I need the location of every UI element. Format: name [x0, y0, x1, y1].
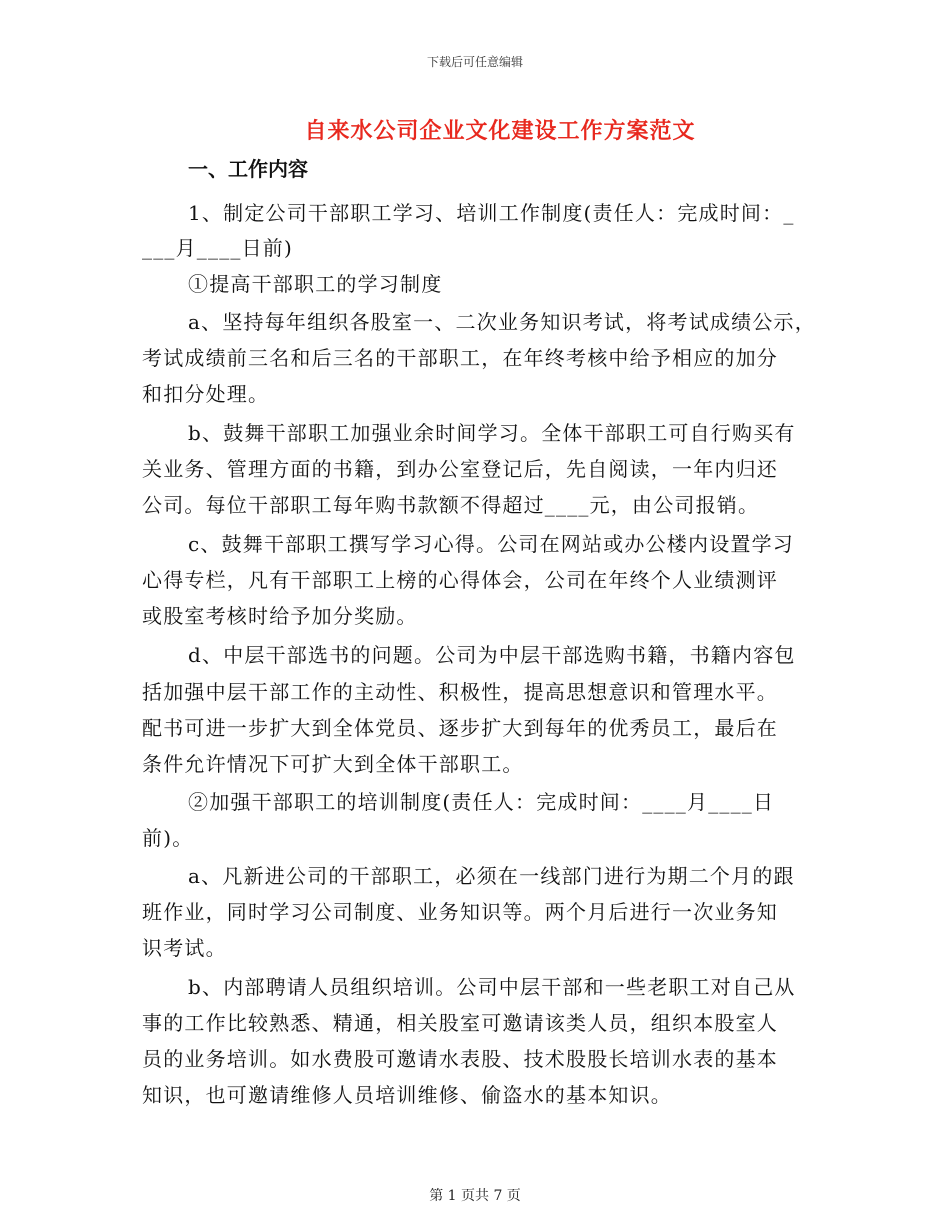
- body-line: 条件允许情况下可扩大到全体干部职工。: [142, 752, 524, 776]
- body-line: 班作业，同时学习公司制度、业务知识等。两个月后进行一次业务知: [142, 900, 778, 924]
- body-line: a、凡新进公司的干部职工，必须在一线部门进行为期二个月的跟: [188, 864, 795, 888]
- body-line: d、中层干部选书的问题。公司为中层干部选购书籍，书籍内容包: [188, 643, 796, 667]
- document-title: 自来水公司企业文化建设工作方案范文: [304, 118, 696, 144]
- body-line: 和扣分处理。: [142, 382, 270, 406]
- body-line: b、内部聘请人员组织培训。公司中层干部和一些老职工对自己从: [188, 975, 796, 999]
- body-line: 配书可进一步扩大到全体党员、逐步扩大到每年的优秀员工，最后在: [142, 716, 778, 740]
- section-heading: 一、工作内容: [188, 157, 308, 181]
- body-line: 识考试。: [142, 936, 227, 960]
- page-footer: 第 1 页共 7 页: [429, 1188, 521, 1204]
- body-line: ___月____日前): [142, 236, 294, 260]
- body-line: 或股室考核时给予加分奖励。: [142, 604, 418, 628]
- body-line: 前)。: [142, 826, 194, 850]
- body-line: 关业务、管理方面的书籍，到办公室登记后，先自阅读，一年内归还: [142, 457, 778, 481]
- body-line: ①提高干部职工的学习制度: [188, 272, 443, 296]
- body-line: 知识，也可邀请维修人员培训维修、偷盗水的基本知识。: [142, 1083, 672, 1107]
- body-line: 事的工作比较熟悉、精通，相关股室可邀请该类人员，组织本股室人: [142, 1011, 778, 1035]
- body-line: 员的业务培训。如水费股可邀请水表股、技术股股长培训水表的基本: [142, 1047, 778, 1071]
- body-line: 心得专栏，凡有干部职工上榜的心得体会，公司在年终个人业绩测评: [142, 568, 778, 592]
- body-line: b、鼓舞干部职工加强业余时间学习。全体干部职工可自行购买有: [188, 421, 796, 445]
- body-line: 考试成绩前三名和后三名的干部职工，在年终考核中给予相应的加分: [142, 346, 778, 370]
- body-line: a、坚持每年组织各股室一、二次业务知识考试，将考试成绩公示，: [188, 310, 816, 334]
- body-line: ②加强干部职工的培训制度(责任人：完成时间：____月____日: [188, 790, 775, 814]
- body-line: c、鼓舞干部职工撰写学习心得。公司在网站或办公楼内设置学习: [188, 532, 795, 556]
- page-header-note: 下载后可任意编辑: [426, 55, 523, 69]
- body-line: 公司。每位干部职工每年购书款额不得超过____元，由公司报销。: [142, 493, 760, 517]
- body-line: 括加强中层干部工作的主动性、积极性，提高思想意识和管理水平。: [142, 680, 778, 704]
- body-line: 1、制定公司干部职工学习、培训工作制度(责任人：完成时间：_: [188, 201, 795, 225]
